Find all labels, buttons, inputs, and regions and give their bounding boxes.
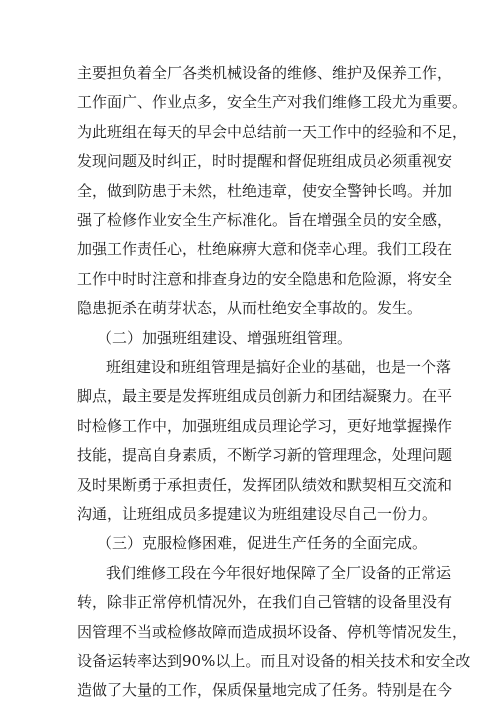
text-line: 转，除非正常停机情况外，在我们自己管辖的设备里没有 — [77, 593, 453, 611]
text-line: 脚点，最主要是发挥班组成员创新力和团结凝聚力。在平 — [77, 387, 453, 405]
text-line: 时检修工作中，加强班组成员理论学习，更好地掌握操作 — [77, 417, 453, 435]
section-heading: （三）克服检修困难，促进生产任务的全面完成。 — [97, 534, 428, 552]
text-line: 设备运转率达到90%以上。而且对设备的相关技术和安全改 — [77, 652, 471, 670]
text-line: 班组建设和班组管理是搞好企业的基础，也是一个落 — [106, 358, 452, 376]
text-line: 造做了大量的工作，保质保量地完成了任务。特别是在今 — [77, 681, 453, 699]
text-line: 沟通，让班组成员多提建议为班组建设尽自己一份力。 — [77, 505, 438, 523]
text-line: 全，做到防患于未然，杜绝违章，使安全警钟长鸣。并加 — [77, 182, 453, 200]
text-line: 主要担负着全厂各类机械设备的维修、维护及保养工作， — [77, 64, 453, 82]
text-line: 因管理不当或检修故障而造成损坏设备、停机等情况发生， — [77, 623, 468, 641]
text-line: 及时果断勇于承担责任，发挥团队绩效和默契相互交流和 — [77, 476, 453, 494]
text-line: 隐患扼杀在萌芽状态，从而杜绝安全事故的。发生。 — [77, 299, 423, 317]
text-line: 工作中时时注意和排查身边的安全隐患和危险源，将安全 — [77, 270, 453, 288]
text-line: 加强工作责任心，杜绝麻痹大意和侥幸心理。我们工段在 — [77, 240, 453, 258]
text-line: 强了检修作业安全生产标准化。旨在增强全员的安全感， — [77, 211, 453, 229]
text-line: 发现问题及时纠正，时时提醒和督促班组成员必须重视安 — [77, 152, 453, 170]
section-heading: （二）加强班组建设、增强班组管理。 — [97, 329, 353, 347]
text-line: 工作面广、作业点多，安全生产对我们维修工段尤为重要。 — [77, 93, 468, 111]
text-line: 为此班组在每天的早会中总结前一天工作中的经验和不足， — [77, 123, 468, 141]
text-line: 我们维修工段在今年很好地保障了全厂设备的正常运 — [106, 564, 452, 582]
text-line: 技能，提高自身素质，不断学习新的管理理念，处理问题 — [77, 446, 453, 464]
